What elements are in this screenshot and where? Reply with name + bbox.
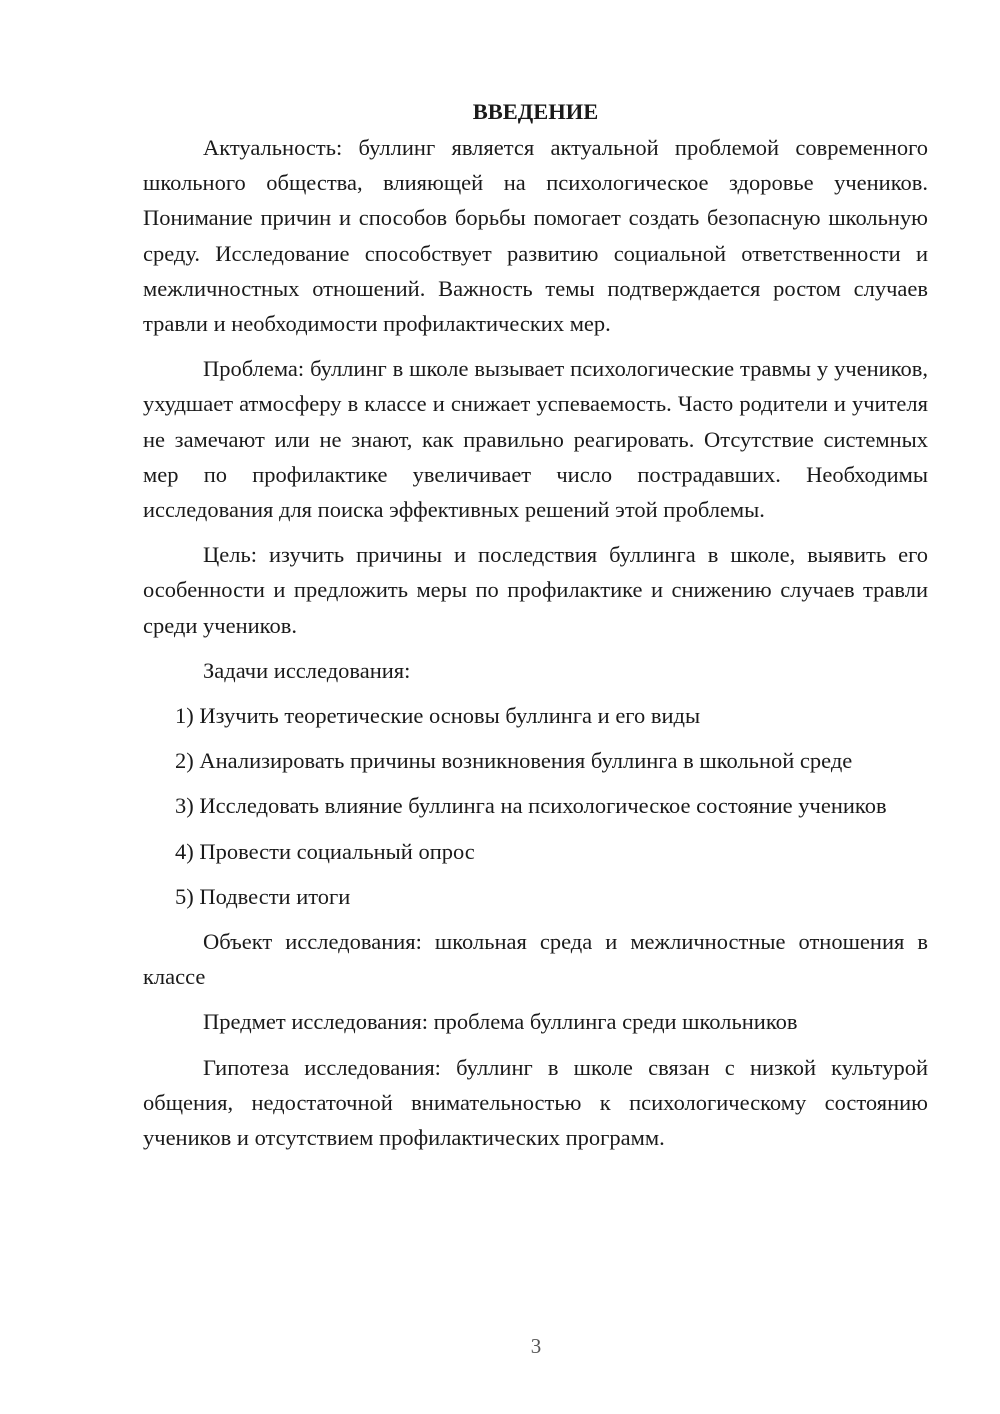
task-item-5: 5) Подвести итоги [175, 883, 351, 909]
task-item-4: 4) Провести социальный опрос [175, 838, 475, 864]
task-item-3: 3) Исследовать влияние буллинга на психологическое состояние учеников [175, 793, 887, 819]
object-paragraph: Объект исследования: школьная среда и межличностные отношения в классе [143, 929, 928, 990]
hypothesis-paragraph: Гипотеза исследования: буллинг в школе связан с низкой культурой общения, недостаточной внимательностью к психологическому состоянию учеников и отсутствием профилактических программ. [143, 1054, 928, 1151]
task-item-1: 1) Изучить теоретические основы буллинга и его виды [175, 703, 701, 729]
task-item-2: 2) Анализировать причины возникновения буллинга в школьной среде [175, 748, 853, 774]
page-title: ВВЕДЕНИЕ [472, 99, 599, 124]
tasks-heading: Задачи исследования: [203, 657, 411, 683]
goal-paragraph: Цель: изучить причины и последствия буллинга в школе, выявить его особенности и предложить меры по профилактике и снижению случаев травли среди учеников. [143, 542, 928, 638]
subject-paragraph: Предмет исследования: проблема буллинга среди школьников [203, 1009, 798, 1035]
problem-paragraph: Проблема: буллинг в школе вызывает психологические травмы у учеников, ухудшает атмосферу в классе и снижает успеваемость. Часто родители и учителя не замечают или не знают, как правильно реагировать. Отсутствие системных мер по профилактике увеличивает число пострадавших. Необходимы исследования для поиска эффективных решений этой проблемы. [143, 356, 928, 523]
page-number: 3 [530, 1334, 542, 1358]
document-page [143, 94, 928, 1165]
relevance-paragraph: Актуальность: буллинг является актуальной проблемой современного школьного общества, влияющей на психологическое здоровье учеников. Понимание причин и способов борьбы помогает создать безопасную школьную среду. Исследование способствует развитию социальной ответственности и межличностных отношений. Важность темы подтверждается ростом случаев травли и необходимости профилактических мер. [143, 135, 928, 337]
